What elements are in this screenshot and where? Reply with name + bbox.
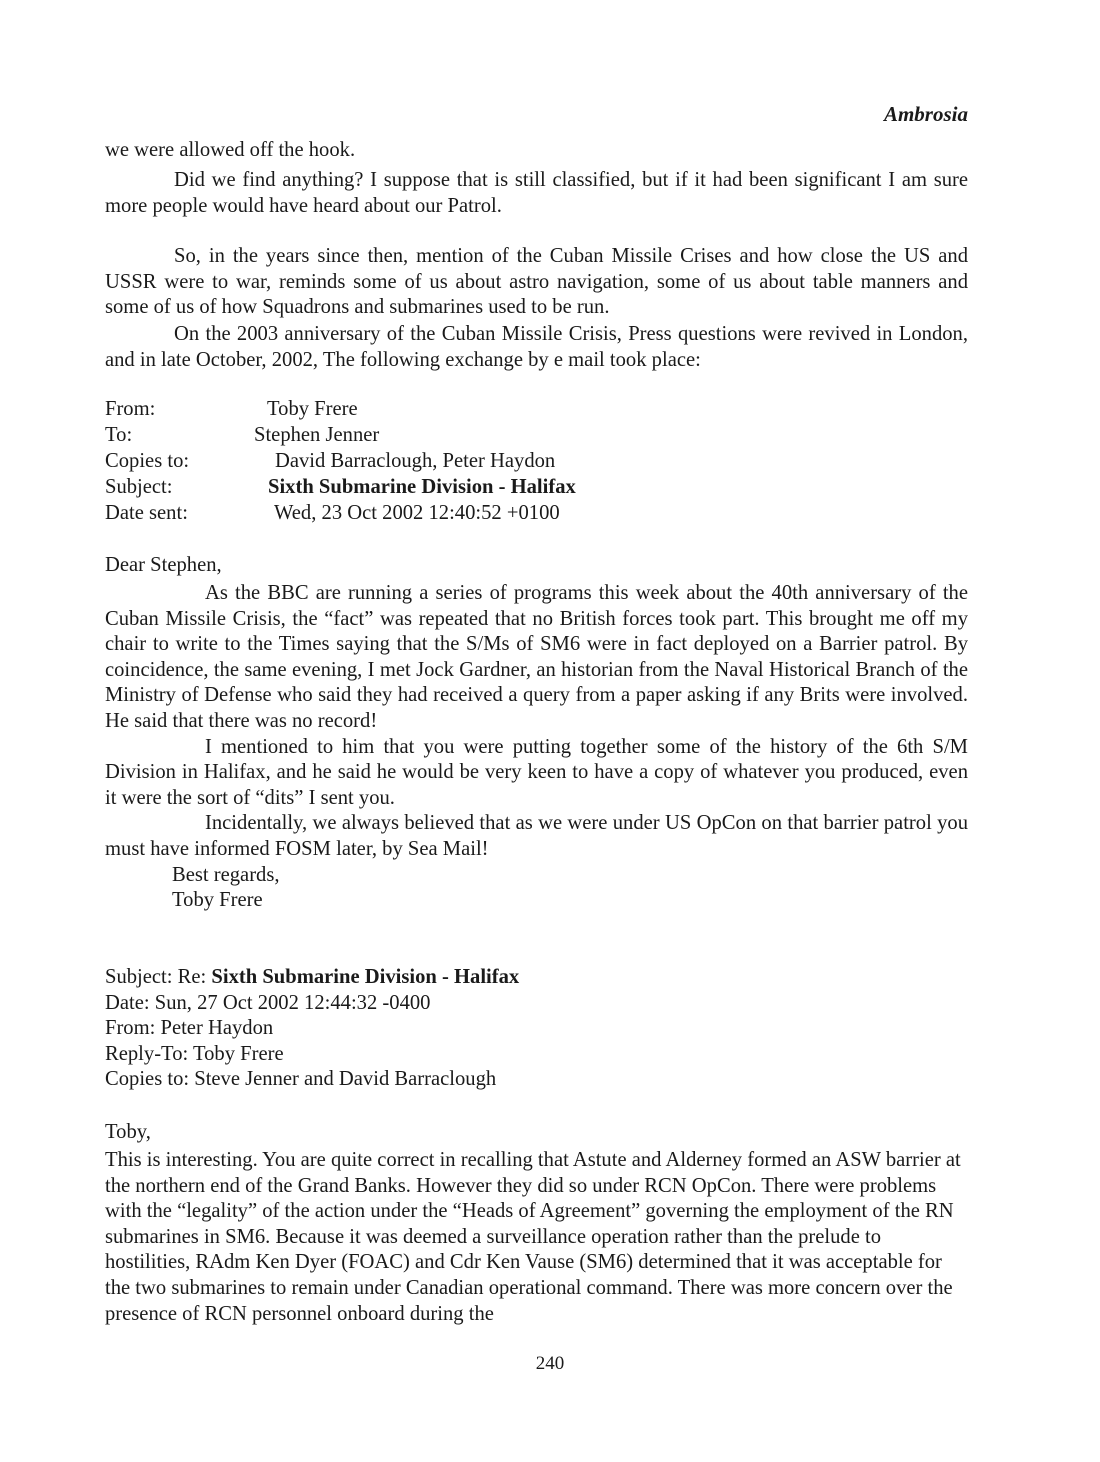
email1-body	[105, 581, 968, 914]
header-value: Stephen Jenner	[254, 424, 380, 446]
email2-subject-value: Sixth Submarine Division - Halifax	[211, 966, 520, 988]
email2-header	[105, 965, 968, 1093]
email2-salutation: Toby,	[105, 1121, 151, 1143]
intro-text-3: So, in the years since then, mention of the Cuban Missile Crises and how close the US and USSR were to war, reminds some of us about astro navigation, some of us about table manners and some of us of how Squadrons and submarines used to be run.	[105, 245, 968, 319]
header-value: Sixth Submarine Division - Halifax	[268, 476, 576, 498]
email1-body-para-3: Incidentally, we always believed that as we were under US OpCon on that barrier patrol you must have informed FOSM later, by Sea Mail!	[105, 812, 968, 860]
email2-from: From: Peter Haydon	[105, 1017, 274, 1040]
intro-para-3	[105, 244, 968, 321]
running-head: Ambrosia	[883, 102, 968, 126]
email2-copies: Copies to: Steve Jenner and David Barraclough	[105, 1068, 497, 1091]
email2-subject-label: Subject: Re:	[105, 966, 207, 988]
header-label: Copies to:	[105, 450, 190, 472]
email2-subject-line	[105, 965, 968, 991]
intro-text-1: we were allowed off the hook.	[105, 139, 356, 161]
header-label: To:	[105, 424, 133, 446]
header-label: From:	[105, 398, 156, 420]
intro-para-2	[105, 168, 968, 219]
header-value: David Barraclough, Peter Haydon	[275, 450, 556, 472]
email1-salutation: Dear Stephen,	[105, 554, 222, 576]
email2-reply-to: Reply-To: Toby Frere	[105, 1042, 284, 1065]
header-label: Date sent:	[105, 502, 188, 524]
email2-body-text: This is interesting. You are quite correct in recalling that Astute and Alderney formed an ASW barrier at the northern end of the Grand Banks. However they did so under RCN OpCon. There were problems with the “legality” of the action under the “Heads of Agreement” governing the employment of the RN submarines in SM6. Because it was deemed a surveillance operation rather than the prelude to hostilities, RAdm Ken Dyer (FOAC) and Cdr Ken Vause (SM6) determined that it was acceptable for the two submarines to remain under Canadian operational command. There was more concern over the presence of RCN personnel onboard during the	[105, 1149, 961, 1325]
intro-text-4: On the 2003 anniversary of the Cuban Missile Crisis, Press questions were revived in London, and in late October, 2002, The following exchange by e mail took place:	[105, 323, 968, 371]
header-value: Wed, 23 Oct 2002 12:40:52 +0100	[274, 502, 560, 524]
email1-body-para-1: As the BBC are running a series of programs this week about the 40th anniversary of the Cuban Missile Crisis, the “fact” was repeated that no British forces took part. This brought me off my chair to write to the Times saying that the S/Ms of SM6 were in fact deployed on a Barrier patrol. By coincidence, the same evening, I met Jock Gardner, an historian from the Naval Historical Branch of the Ministry of Defense who said they had received a query from a paper asking if any Brits were involved. He said that there was no record!	[105, 582, 968, 732]
email1-signature: Toby Frere	[172, 889, 263, 912]
intro-para-4	[105, 322, 968, 373]
email2-date: Date: Sun, 27 Oct 2002 12:44:32 -0400	[105, 991, 431, 1014]
email1-closing: Best regards,	[172, 863, 280, 886]
email1-body-para-2: I mentioned to him that you were putting together some of the history of the 6th S/M Division in Halifax, and he said he would be very keen to have a copy of whatever you produced, even it were the sort of “dits” I sent you.	[105, 735, 968, 809]
page-number: 240	[535, 1353, 565, 1374]
header-value: Toby Frere	[267, 398, 358, 420]
intro-para-1	[105, 138, 968, 164]
email2-body	[105, 1148, 968, 1327]
header-label: Subject:	[105, 476, 173, 498]
intro-text-2: Did we find anything? I suppose that is still classified, but if it had been significant I am sure more people would have heard about our Patrol.	[105, 169, 968, 217]
